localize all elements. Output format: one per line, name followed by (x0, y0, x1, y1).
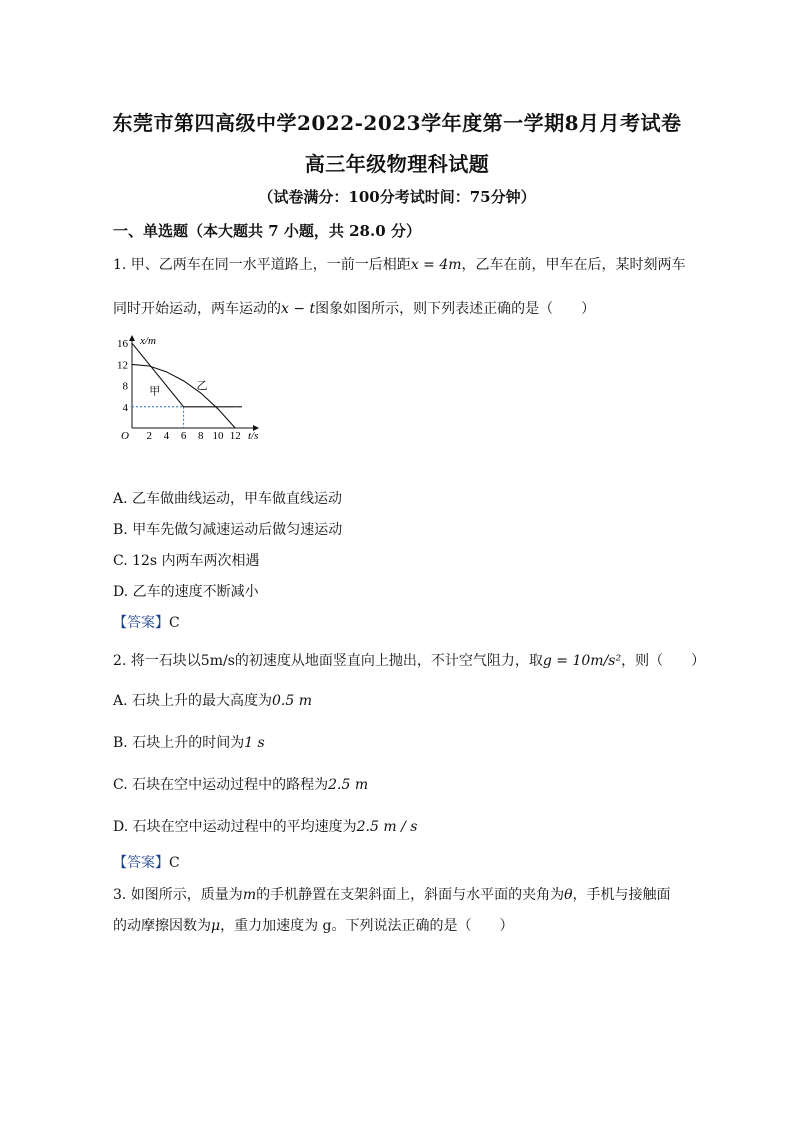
q3-text: ，重力加速度为 g。下列说法正确的是（ ） (220, 918, 514, 934)
y-axis-label: x/m (140, 335, 156, 347)
q3-text: ，手机与接触面 (572, 887, 671, 903)
q3-mu-symbol: μ (211, 918, 221, 934)
q1-xt-symbol: x − t (281, 301, 316, 317)
y-tick-label: 8 (122, 380, 128, 393)
q2-answer (113, 852, 180, 872)
q1-distance: x = 4m (410, 257, 462, 273)
q2-text: ，则（ ） (621, 653, 706, 669)
q3-angle-symbol: θ (564, 887, 573, 903)
series-label-jia: 甲 (149, 385, 161, 398)
answer-label: 【答案】 (113, 615, 169, 631)
option-value: 1 s (244, 735, 265, 751)
x-tick-label: 6 (180, 430, 187, 442)
x-tick-label: 10 (212, 430, 224, 442)
option-text: A. 石块上升的最大高度为 (113, 693, 273, 709)
option-value: 0.5 m (272, 693, 313, 709)
series-label-yi: 乙 (196, 379, 208, 392)
y-tick-label: 12 (117, 359, 128, 372)
y-tick-label: 4 (122, 401, 128, 414)
q1-text: 1. 甲、乙两车在同一水平道路上，一前一后相距 (113, 257, 411, 273)
q1-text: ，乙车在前，甲车在后，某时刻两车 (461, 257, 686, 273)
option-value: 2.5 m (328, 777, 369, 793)
q1-option-b: B. 甲车先做匀减速运动后做匀速运动 (113, 522, 343, 538)
q1-stem-line2 (113, 298, 595, 318)
q3-stem-line2 (113, 915, 514, 935)
q1-option-d: D. 乙车的速度不断减小 (113, 584, 259, 600)
q1-stem-line1 (113, 254, 686, 274)
exam-title: 东莞市第四高级中学2022-2023学年度第一学期8月月考试卷 (112, 111, 682, 135)
q2-stem (113, 650, 705, 670)
q3-mass-symbol: m (242, 887, 257, 903)
q2-option-c (113, 774, 368, 794)
x-tick-label: 2 (146, 430, 152, 442)
q1-option-a: A. 乙车做曲线运动，甲车做直线运动 (113, 491, 343, 507)
series-line-jia (132, 343, 235, 407)
y-tick-label: 16 (117, 338, 128, 351)
x-tick-label: 4 (163, 430, 170, 442)
option-value: 2.5 m / s (356, 819, 418, 835)
option-text: B. 石块上升的时间为 (113, 735, 245, 751)
exam-info: （试卷满分：100分考试时间：75分钟） (258, 188, 536, 206)
q2-option-a (113, 690, 312, 710)
option-text: C. 石块在空中运动过程中的路程为 (113, 777, 329, 793)
x-axis-label: t/s (248, 430, 259, 442)
answer-label: 【答案】 (113, 855, 169, 871)
q3-text: 3. 如图所示，质量为 (113, 887, 243, 903)
q1-text: 图象如图所示，则下列表述正确的是（ ） (315, 301, 596, 317)
q1-option-c: C. 12s 内两车两次相遇 (113, 553, 260, 569)
answer-value: C (169, 855, 180, 871)
section-heading: 一、单选题（本大题共 7 小题，共 28.0 分） (113, 222, 421, 240)
x-tick-label: 8 (198, 430, 204, 442)
origin-label: O (121, 430, 129, 442)
q2-option-d (113, 816, 417, 836)
series-line-yi (132, 364, 235, 428)
q2-text: 2. 将一石块以5m/s的初速度从地面竖直向上抛出，不计空气阻力，取 (113, 653, 543, 669)
x-tick-label: 12 (229, 430, 241, 442)
q3-stem-line1 (113, 884, 671, 904)
exam-subject-title: 高三年级物理科试题 (304, 152, 490, 176)
q3-text: 的手机静置在支架斜面上，斜面与水平面的夹角为 (256, 887, 565, 903)
answer-value: C (169, 615, 180, 631)
q1-text: 同时开始运动，两车运动的 (113, 301, 281, 317)
option-text: D. 石块在空中运动过程中的平均速度为 (113, 819, 357, 835)
q2-gravity: g = 10m/s² (542, 653, 622, 669)
q3-text: 的动摩擦因数为 (113, 918, 211, 934)
xt-graph (110, 332, 270, 452)
q2-option-b (113, 732, 265, 752)
q1-answer (113, 612, 180, 632)
